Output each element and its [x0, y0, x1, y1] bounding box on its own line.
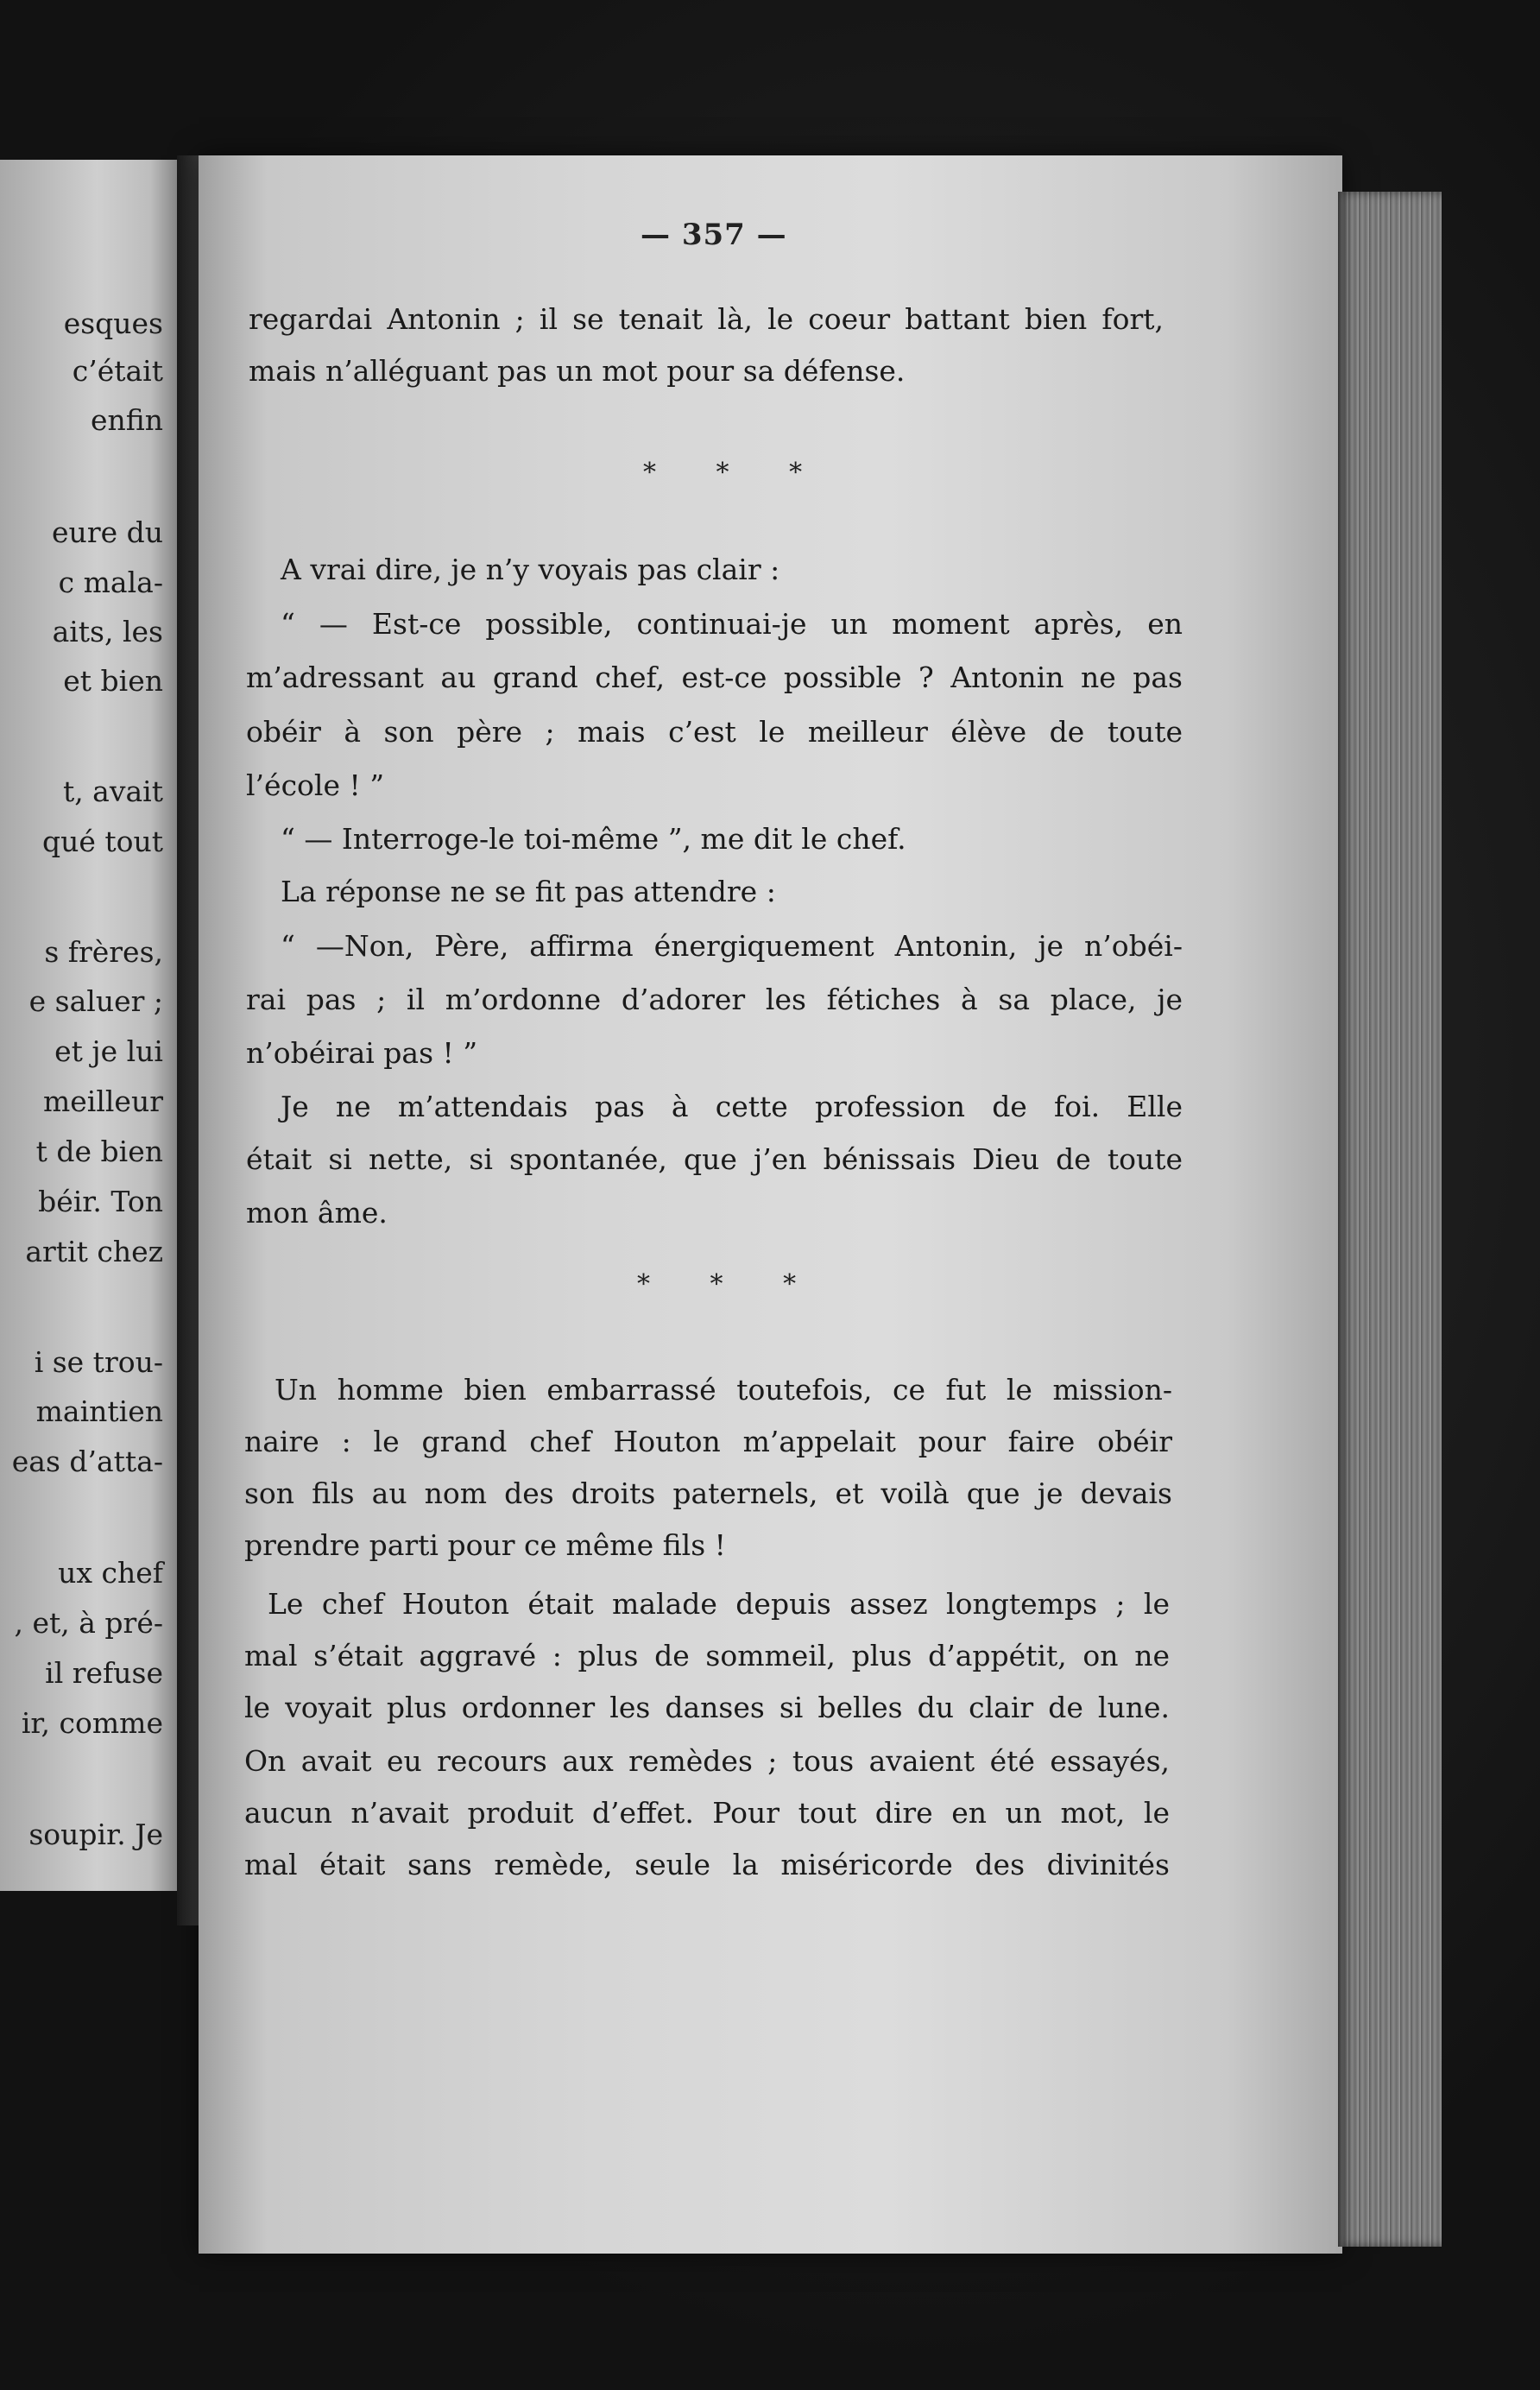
left-line: s frères,: [44, 935, 163, 969]
text-line: était si nette, si spontanée, que j’en bénissais Dieu de toute: [246, 1142, 1183, 1176]
text-line: l’école ! ”: [246, 768, 385, 802]
text-line: naire : le grand chef Houton m’appelait pour faire obéir: [244, 1425, 1172, 1458]
left-line: i se trou-: [34, 1345, 163, 1379]
left-line: e saluer ;: [28, 984, 163, 1018]
left-line: béir. Ton: [38, 1185, 163, 1218]
text-line: rai pas ; il m’ordonne d’adorer les fétiches à sa place, je: [246, 983, 1183, 1016]
text-line: aucun n’avait produit d’effet. Pour tout dire en un mot, le: [244, 1796, 1170, 1830]
text-line: Je ne m’attendais pas à cette profession de foi. Elle: [281, 1090, 1183, 1123]
text-line: n’obéirai pas ! ”: [246, 1036, 478, 1070]
left-line: ux chef: [58, 1556, 163, 1590]
left-line: t, avait: [62, 775, 163, 808]
left-line: et je lui: [54, 1034, 163, 1068]
left-line: aits, les: [52, 615, 163, 648]
page-number: — 357 —: [641, 218, 787, 252]
left-line: soupir. Je: [28, 1818, 163, 1851]
left-line: et bien: [63, 664, 163, 698]
text-line: “ — Est-ce possible, continuai-je un moment après, en: [281, 607, 1183, 641]
text-line: le voyait plus ordonner les danses si belles du clair de lune.: [244, 1691, 1170, 1724]
text-line: son fils au nom des droits paternels, et voilà que je devais: [244, 1476, 1172, 1510]
text-line: mon âme.: [246, 1196, 388, 1230]
left-line: meilleur: [42, 1084, 163, 1118]
left-page: [0, 160, 177, 1891]
left-line: enfin: [90, 403, 163, 437]
left-line: qué tout: [41, 825, 163, 858]
text-line: On avait eu recours aux remèdes ; tous avaient été essayés,: [244, 1744, 1170, 1778]
page-edges: [1338, 192, 1442, 2247]
text-line: Le chef Houton était malade depuis assez longtemps ; le: [268, 1587, 1170, 1621]
section-separator: * * *: [643, 458, 829, 488]
left-line: , et, à pré-: [14, 1606, 163, 1640]
left-line: ir, comme: [21, 1706, 163, 1740]
section-separator: * * *: [637, 1269, 823, 1299]
text-line: m’adressant au grand chef, est-ce possible ? Antonin ne pas: [246, 661, 1183, 694]
text-line: “ — Interroge-le toi-même ”, me dit le chef.: [281, 822, 906, 856]
left-line: artit chez: [25, 1235, 163, 1268]
text-line: “ —Non, Père, affirma énergiquement Antonin, je n’obéi-: [281, 929, 1183, 963]
left-line: eure du: [52, 515, 163, 549]
text-line: A vrai dire, je n’y voyais pas clair :: [281, 553, 780, 586]
left-line: t de bien: [35, 1135, 163, 1168]
text-line: prendre parti pour ce même fils !: [244, 1528, 726, 1562]
text-line: mal était sans remède, seule la miséricorde des divinités: [244, 1848, 1170, 1881]
left-line: esques: [63, 307, 163, 340]
left-line: maintien: [35, 1394, 163, 1428]
left-line: c’était: [72, 354, 163, 388]
left-line: eas d’atta-: [11, 1445, 163, 1478]
text-line: La réponse ne se fit pas attendre :: [281, 875, 776, 908]
text-line: obéir à son père ; mais c’est le meilleur élève de toute: [246, 715, 1183, 749]
text-line: regardai Antonin ; il se tenait là, le coeur battant bien fort,: [249, 302, 1164, 336]
text-line: mais n’alléguant pas un mot pour sa défense.: [249, 354, 906, 388]
left-line: il refuse: [45, 1656, 163, 1690]
left-line: c mala-: [58, 566, 163, 599]
text-line: Un homme bien embarrassé toutefois, ce fut le mission-: [275, 1373, 1172, 1407]
text-line: mal s’était aggravé : plus de sommeil, plus d’appétit, on ne: [244, 1639, 1170, 1672]
